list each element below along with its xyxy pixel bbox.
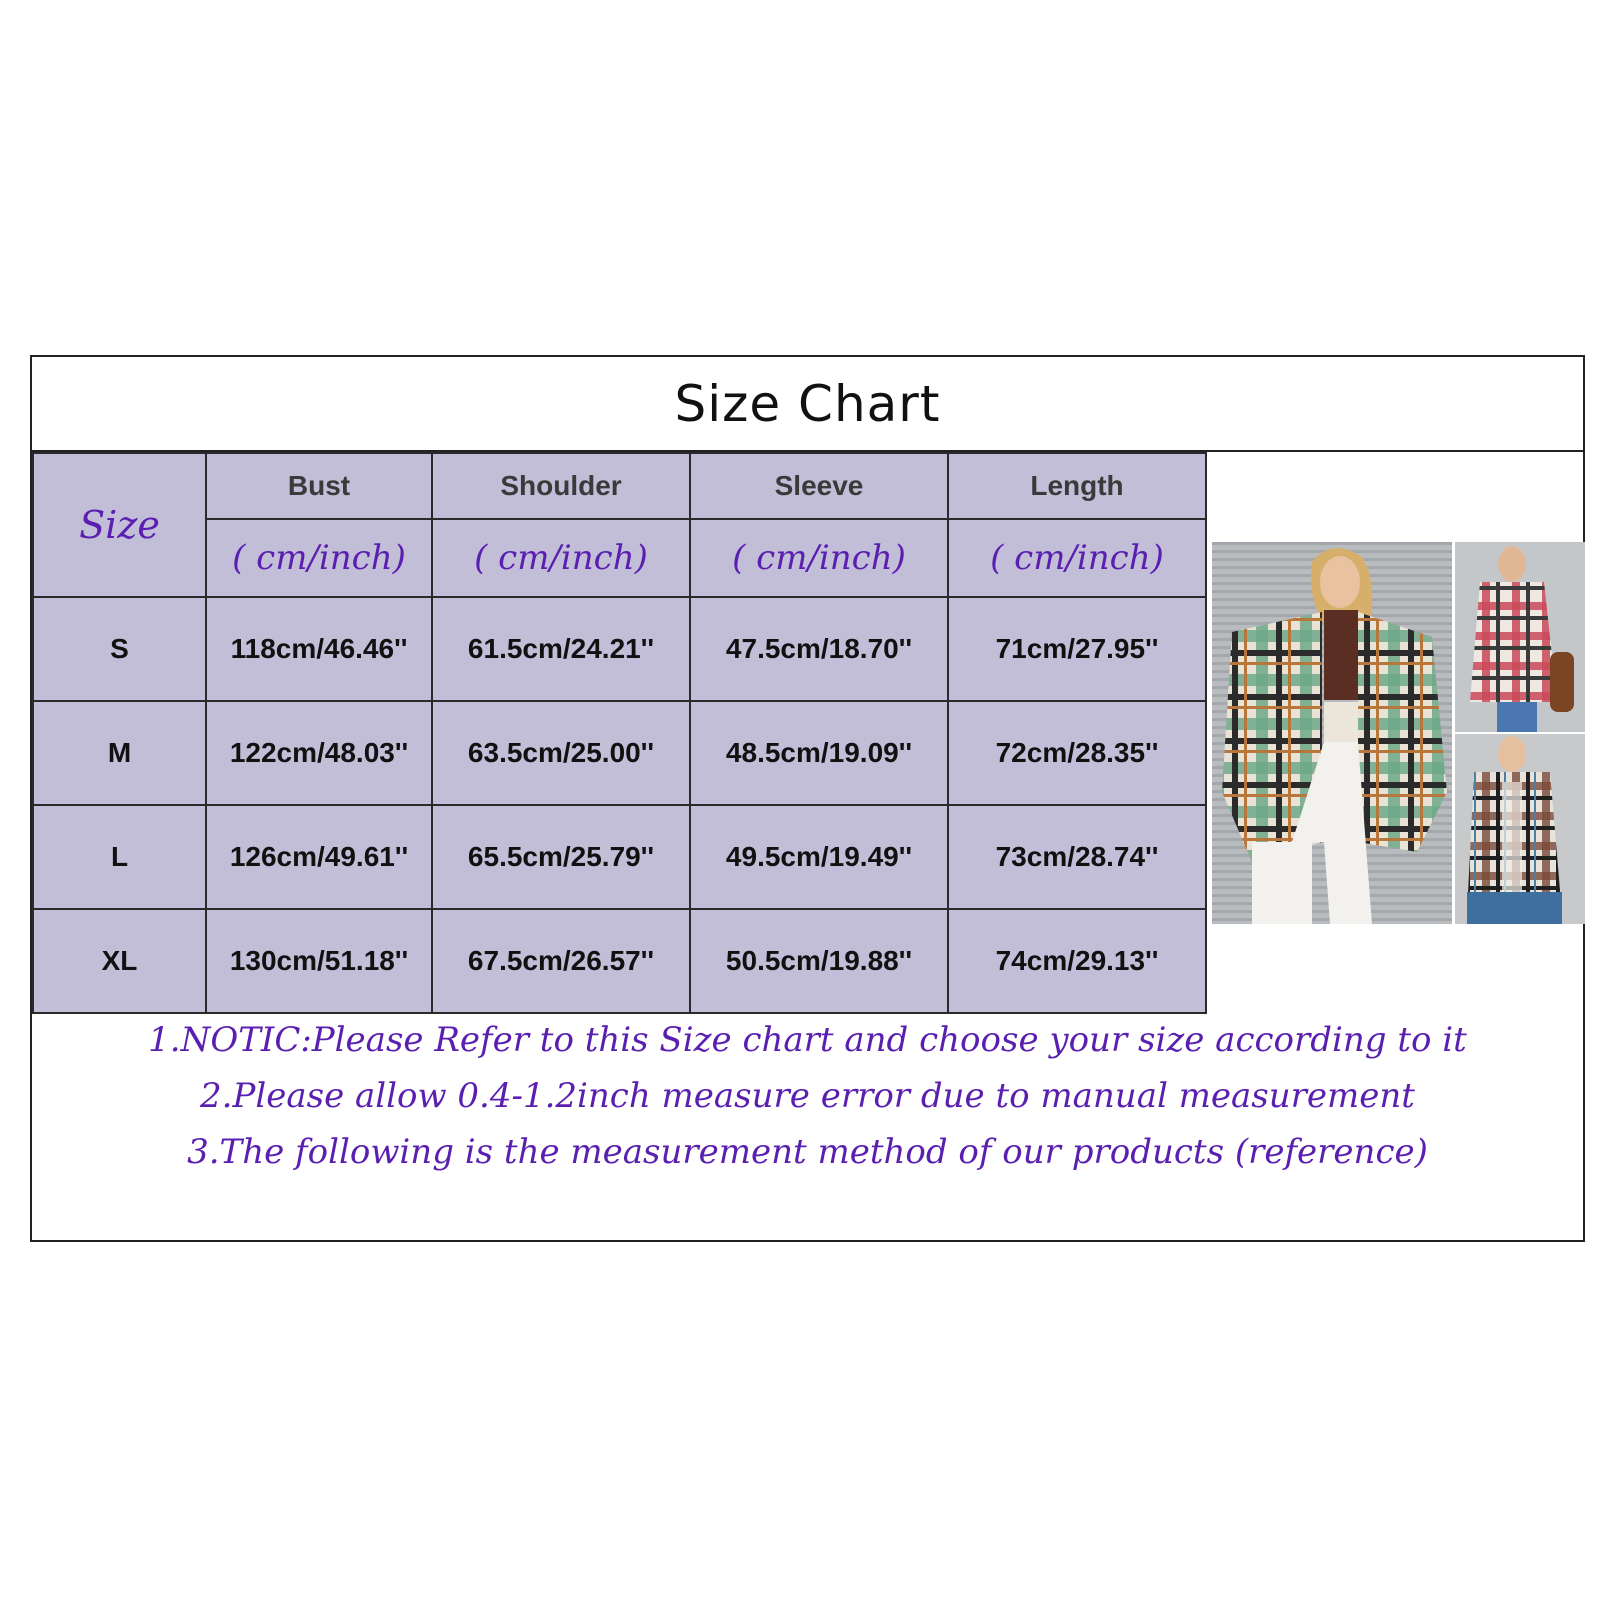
shoulder-cell: 61.5cm/24.21'' <box>432 597 690 701</box>
column-header-shoulder: Shoulder <box>432 453 690 519</box>
sleeve-cell: 50.5cm/19.88'' <box>690 909 948 1013</box>
size-cell: XL <box>33 909 206 1013</box>
shoulder-cell: 65.5cm/25.79'' <box>432 805 690 909</box>
table-row <box>33 701 1206 805</box>
table-row <box>33 805 1206 909</box>
table-row <box>33 909 1206 1013</box>
chart-title: Size Chart <box>32 357 1583 452</box>
size-table <box>32 452 1207 1014</box>
unit-label-bust: ( cm/inch) <box>206 519 432 597</box>
unit-label-shoulder: ( cm/inch) <box>432 519 690 597</box>
length-cell: 72cm/28.35'' <box>948 701 1206 805</box>
notes-section <box>32 1012 1583 1180</box>
column-header-length: Length <box>948 453 1206 519</box>
note-3: 3.The following is the measurement method of our products (reference) <box>187 1132 1428 1172</box>
plaid-shirt-jacket-photo <box>1212 542 1585 924</box>
size-column-header: Size <box>33 453 206 597</box>
length-cell: 74cm/29.13'' <box>948 909 1206 1013</box>
size-cell: M <box>33 701 206 805</box>
shoulder-cell: 67.5cm/26.57'' <box>432 909 690 1013</box>
table-row <box>33 597 1206 701</box>
size-chart-card <box>30 355 1585 1242</box>
length-cell: 71cm/27.95'' <box>948 597 1206 701</box>
length-cell: 73cm/28.74'' <box>948 805 1206 909</box>
note-1: 1.NOTIC:Please Refer to this Size chart and choose your size according to it <box>148 1020 1467 1060</box>
size-cell: S <box>33 597 206 701</box>
bust-cell: 122cm/48.03'' <box>206 701 432 805</box>
size-cell: L <box>33 805 206 909</box>
column-header-bust: Bust <box>206 453 432 519</box>
sleeve-cell: 47.5cm/18.70'' <box>690 597 948 701</box>
column-header-sleeve: Sleeve <box>690 453 948 519</box>
sleeve-cell: 49.5cm/19.49'' <box>690 805 948 909</box>
note-2: 2.Please allow 0.4-1.2inch measure error due to manual measurement <box>200 1076 1415 1116</box>
unit-label-length: ( cm/inch) <box>948 519 1206 597</box>
bust-cell: 126cm/49.61'' <box>206 805 432 909</box>
shoulder-cell: 63.5cm/25.00'' <box>432 701 690 805</box>
bust-cell: 118cm/46.46'' <box>206 597 432 701</box>
unit-label-sleeve: ( cm/inch) <box>690 519 948 597</box>
product-photo <box>1212 542 1585 924</box>
bust-cell: 130cm/51.18'' <box>206 909 432 1013</box>
sleeve-cell: 48.5cm/19.09'' <box>690 701 948 805</box>
